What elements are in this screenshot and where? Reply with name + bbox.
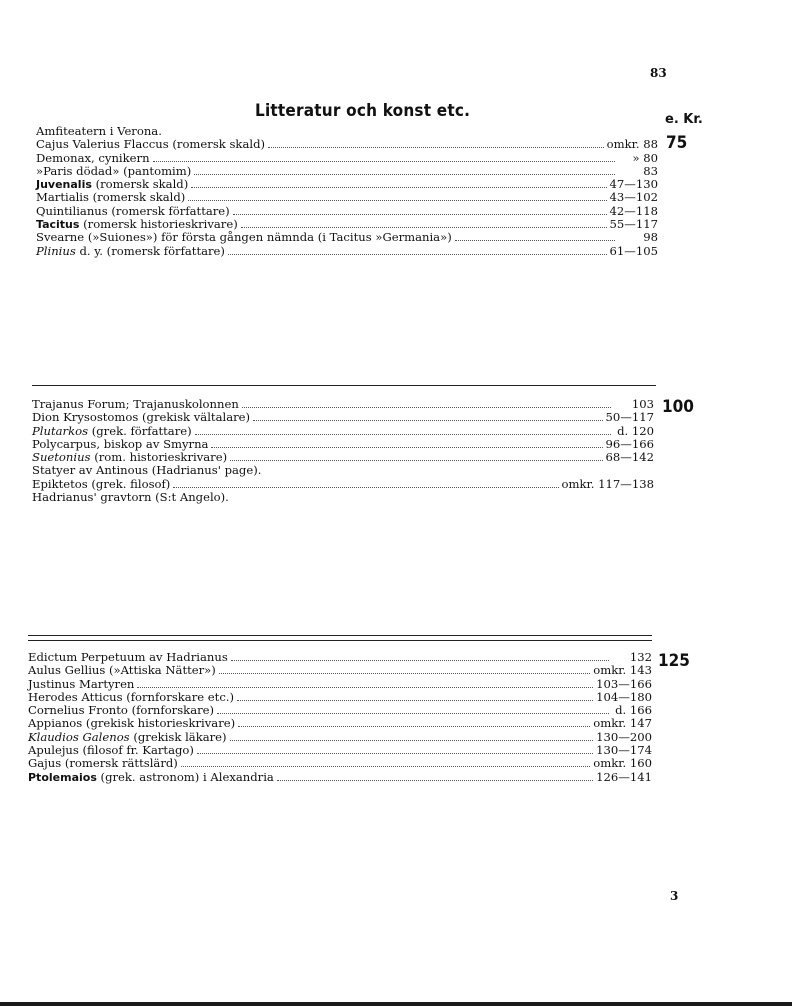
dot-leader [268, 146, 604, 148]
entry-date: 98 [643, 230, 658, 245]
entry-title [32, 451, 227, 464]
entry-text: Cajus Valerius Flaccus (romersk skald) [36, 137, 266, 152]
dot-leader [242, 406, 611, 408]
entry-title [36, 178, 188, 191]
entry-title [32, 398, 239, 411]
entry-text: »Paris dödad» (pantomim) [36, 163, 192, 178]
list-item [28, 704, 652, 717]
entry-title [28, 651, 228, 664]
list-item [36, 205, 658, 218]
entry-text: Apulejus (filosof fr. Kartago) [28, 743, 194, 758]
dot-leader [191, 186, 606, 188]
section-75 [36, 125, 658, 258]
entry-date: omkr. 117—138 [561, 476, 654, 491]
entry-text: Amfiteatern i Verona. [36, 124, 162, 138]
list-item [36, 191, 658, 204]
entry-date: 96—166 [605, 436, 654, 451]
entry-text: Trajanus Forum; Trajanuskolonnen [32, 397, 239, 411]
dot-leader [230, 459, 602, 461]
entry-date: omkr. 143 [593, 663, 652, 678]
dot-leader [237, 699, 593, 701]
entry-date: 83 [643, 163, 658, 178]
dot-leader [197, 752, 593, 754]
entry-date: 104—180 [596, 689, 652, 704]
year-marker-100: 100 [662, 397, 694, 417]
entry-text: Statyer av Antinous (Hadrianus' page). [32, 463, 262, 478]
entry-date: omkr. 88 [606, 137, 658, 152]
entry-name-italic: Suetonius [32, 450, 91, 465]
entry-title [28, 757, 178, 770]
entry-name-italic: Plutarkos [32, 423, 89, 438]
dot-leader [455, 239, 615, 241]
list-item [32, 411, 654, 424]
entry-title [36, 125, 162, 138]
entry-date: d. 166 [615, 703, 652, 718]
page-edge-bar [0, 1002, 792, 1006]
list-item [28, 717, 652, 730]
list-item [32, 398, 654, 411]
entry-name-italic: Klaudios Galenos [28, 729, 130, 744]
section-100 [32, 398, 654, 504]
entry-name-bold: Tacitus [36, 218, 80, 232]
entry-date: 103 [631, 397, 654, 411]
entry-title [32, 425, 192, 438]
entry-title [36, 205, 230, 218]
entry-text: Cornelius Fronto (fornforskare) [28, 703, 215, 718]
entry-date: 68—142 [605, 450, 654, 465]
entry-title [28, 691, 234, 704]
entry-name-italic: Plinius [36, 243, 76, 258]
dot-leader [195, 433, 611, 435]
dot-leader [238, 725, 590, 727]
entry-title [32, 464, 261, 477]
list-item [28, 757, 652, 770]
entry-title [36, 165, 191, 178]
dot-leader [153, 160, 615, 162]
entry-text: Dion Krysostomos (grekisk vältalare) [32, 410, 251, 425]
entry-date: omkr. 147 [593, 716, 652, 731]
entry-title [28, 717, 235, 730]
entry-text: Edictum Perpetuum av Hadrianus [28, 650, 228, 664]
entry-title [28, 771, 274, 784]
list-item [36, 178, 658, 191]
entry-name-bold: Ptolemaios [28, 770, 97, 784]
entry-date: 130—174 [596, 743, 652, 758]
list-item [28, 664, 652, 677]
entry-title [36, 218, 238, 231]
entry-date: 50—117 [605, 410, 654, 425]
list-item [36, 165, 658, 178]
entry-title [28, 678, 134, 691]
entry-text: Appianos (grekisk historieskrivare) [28, 716, 236, 731]
entry-text: Hadrianus' gravtorn (S:t Angelo). [32, 490, 229, 505]
dot-leader [217, 712, 609, 714]
dot-leader [181, 765, 590, 767]
list-item [36, 138, 658, 151]
entry-date: 42—118 [609, 203, 658, 218]
dot-leader [231, 659, 609, 661]
entry-date: 103—166 [596, 676, 652, 691]
entry-date: » 80 [632, 150, 658, 165]
divider-rule [28, 635, 652, 636]
era-label: e. Kr. [665, 112, 703, 127]
entry-text: Epiktetos (grek. filosof) [32, 476, 171, 491]
entry-text: Martialis (romersk skald) [36, 190, 186, 205]
list-item [28, 691, 652, 704]
entry-date: 55—117 [609, 217, 658, 232]
entry-text: Demonax, cynikern [36, 150, 150, 165]
entry-title [32, 411, 250, 424]
dot-leader [194, 173, 615, 175]
entry-name-bold: Juvenalis [36, 178, 92, 192]
dot-leader [219, 672, 590, 674]
list-item [32, 425, 654, 438]
entry-text: (romersk skald) [91, 177, 189, 192]
list-item [28, 678, 652, 691]
entry-date: 61—105 [609, 243, 658, 258]
list-item [28, 744, 652, 757]
entry-title [36, 152, 150, 165]
entry-title [32, 491, 229, 504]
list-item [36, 152, 658, 165]
list-item [28, 771, 652, 784]
dot-leader [137, 686, 593, 688]
entry-title [28, 731, 227, 744]
entry-text: Svearne (»Suiones») för första gången nämnda (i Tacitus »Germania») [36, 230, 452, 245]
entry-title [28, 704, 214, 717]
list-item [32, 491, 654, 504]
dot-leader [277, 779, 593, 781]
list-item [36, 231, 658, 244]
entry-title [36, 191, 185, 204]
page-number: 83 [650, 66, 667, 80]
entry-text: (grek. författare) [88, 423, 192, 438]
year-marker-75: 75 [666, 133, 688, 153]
entry-title [36, 245, 225, 258]
list-item [32, 464, 654, 477]
list-item [32, 478, 654, 491]
page-title: Litteratur och konst etc. [255, 101, 471, 121]
entry-text: (grek. astronom) i Alexandria [96, 769, 274, 784]
entry-date: d. 120 [617, 423, 654, 438]
entry-text: (grekisk läkare) [129, 729, 227, 744]
dot-leader [241, 226, 607, 228]
entry-text: Justinus Martyren [28, 676, 135, 691]
dot-leader [188, 199, 606, 201]
entry-text: (rom. historieskrivare) [90, 450, 228, 465]
dot-leader [211, 446, 602, 448]
entry-text: Gajus (romersk rättslärd) [28, 756, 178, 771]
entry-text: d. y. (romersk författare) [75, 243, 225, 258]
entry-date: 47—130 [609, 177, 658, 192]
dot-leader [230, 739, 594, 741]
entry-date: 132 [629, 650, 652, 664]
dot-leader [253, 419, 602, 421]
entry-title [28, 744, 194, 757]
entry-date: 126—141 [596, 769, 652, 784]
list-item [36, 245, 658, 258]
section-125 [28, 651, 652, 784]
entry-date: omkr. 160 [593, 756, 652, 771]
list-item [28, 651, 652, 664]
entry-text: Aulus Gellius (»Attiska Nätter») [28, 663, 216, 678]
entry-text: (romersk historieskrivare) [79, 217, 238, 232]
entry-text: Polycarpus, biskop av Smyrna [32, 436, 209, 451]
entry-title [28, 664, 216, 677]
entry-date: 130—200 [596, 729, 652, 744]
list-item [36, 125, 658, 138]
dot-leader [228, 253, 607, 255]
footer-number: 3 [670, 889, 679, 903]
year-marker-125: 125 [658, 651, 690, 671]
list-item [32, 438, 654, 451]
entry-title [32, 438, 208, 451]
dot-leader [173, 486, 558, 488]
list-item [32, 451, 654, 464]
divider-rule [28, 640, 652, 641]
entry-text: Herodes Atticus (fornforskare etc.) [28, 689, 235, 704]
entry-title [32, 478, 170, 491]
dot-leader [233, 213, 607, 215]
entry-text: Quintilianus (romersk författare) [36, 203, 230, 218]
entry-title [36, 138, 265, 151]
list-item [28, 731, 652, 744]
list-item [36, 218, 658, 231]
entry-date: 43—102 [609, 190, 658, 205]
entry-title [36, 231, 452, 244]
divider-rule [32, 385, 656, 386]
